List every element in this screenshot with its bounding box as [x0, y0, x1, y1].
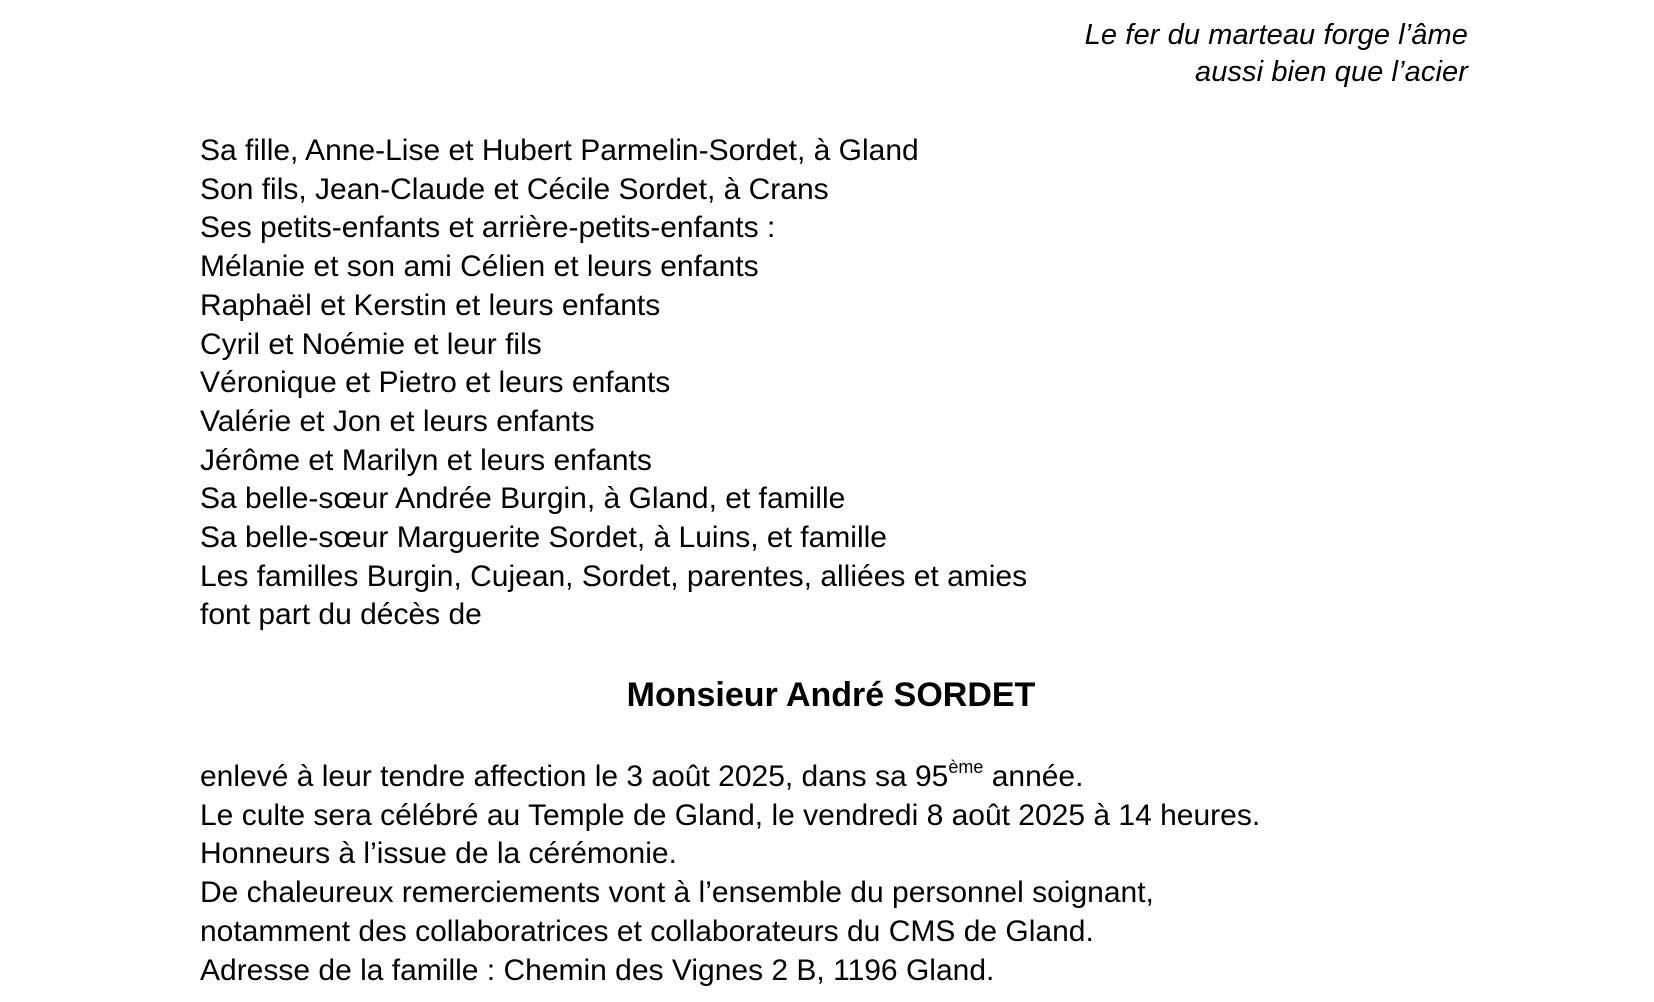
- family-line-grandchild: Raphaël et Kerstin et leurs enfants: [200, 288, 661, 322]
- epigraph-line: Le fer du marteau forge l’âme: [1084, 19, 1468, 51]
- family-line-grandchild: Mélanie et son ami Célien et leurs enfants: [200, 250, 759, 284]
- family-line-grandchild: Cyril et Noémie et leur fils: [200, 327, 542, 361]
- death-line-text: enlevé à leur tendre affection le 3 août 2025, dans sa 95: [200, 760, 949, 793]
- epigraph-line: aussi bien que l’acier: [1194, 56, 1468, 88]
- epigraph-quote: [1085, 17, 1468, 91]
- family-members-list: [200, 132, 1027, 635]
- thanks-line: De chaleureux remerciements vont à l’ensemble du personnel soignant,: [200, 876, 1154, 910]
- family-line-sister-in-law: Sa belle-sœur Andrée Burgin, à Gland, et famille: [200, 482, 846, 516]
- deceased-name-heading: Monsieur André SORDET: [626, 676, 1036, 714]
- family-line-grandchild: Véronique et Pietro et leurs enfants: [200, 366, 671, 400]
- family-line-announcement: font part du décès de: [200, 598, 482, 632]
- family-line-grandchildren-heading: Ses petits-enfants et arrière-petits-enfants :: [200, 211, 776, 245]
- service-line: Le culte sera célébré au Temple de Gland, le vendredi 8 août 2025 à 14 heures.: [200, 798, 1261, 832]
- family-line-sister-in-law: Sa belle-sœur Marguerite Sordet, à Luins, et famille: [200, 521, 887, 555]
- ordinal-superscript: ème: [948, 757, 984, 777]
- death-line-text-end: année.: [983, 760, 1084, 793]
- family-address-line: Adresse de la famille : Chemin des Vignes 2 B, 1196 Gland.: [200, 953, 995, 987]
- family-line-son: Son fils, Jean-Claude et Cécile Sordet, à Crans: [200, 172, 829, 206]
- family-line-grandchild: Jérôme et Marilyn et leurs enfants: [200, 443, 652, 477]
- family-line-grandchild: Valérie et Jon et leurs enfants: [200, 404, 595, 438]
- thanks-line-continued: notamment des collaboratrices et collaborateurs du CMS de Gland.: [200, 914, 1094, 948]
- honors-line: Honneurs à l’issue de la cérémonie.: [200, 837, 677, 871]
- death-date-line: [200, 758, 1260, 797]
- closing-text: [200, 758, 1260, 990]
- family-line-daughter: Sa fille, Anne-Lise et Hubert Parmelin-Sordet, à Gland: [200, 134, 919, 167]
- family-line-families: Les familles Burgin, Cujean, Sordet, parentes, alliées et amies: [200, 559, 1028, 593]
